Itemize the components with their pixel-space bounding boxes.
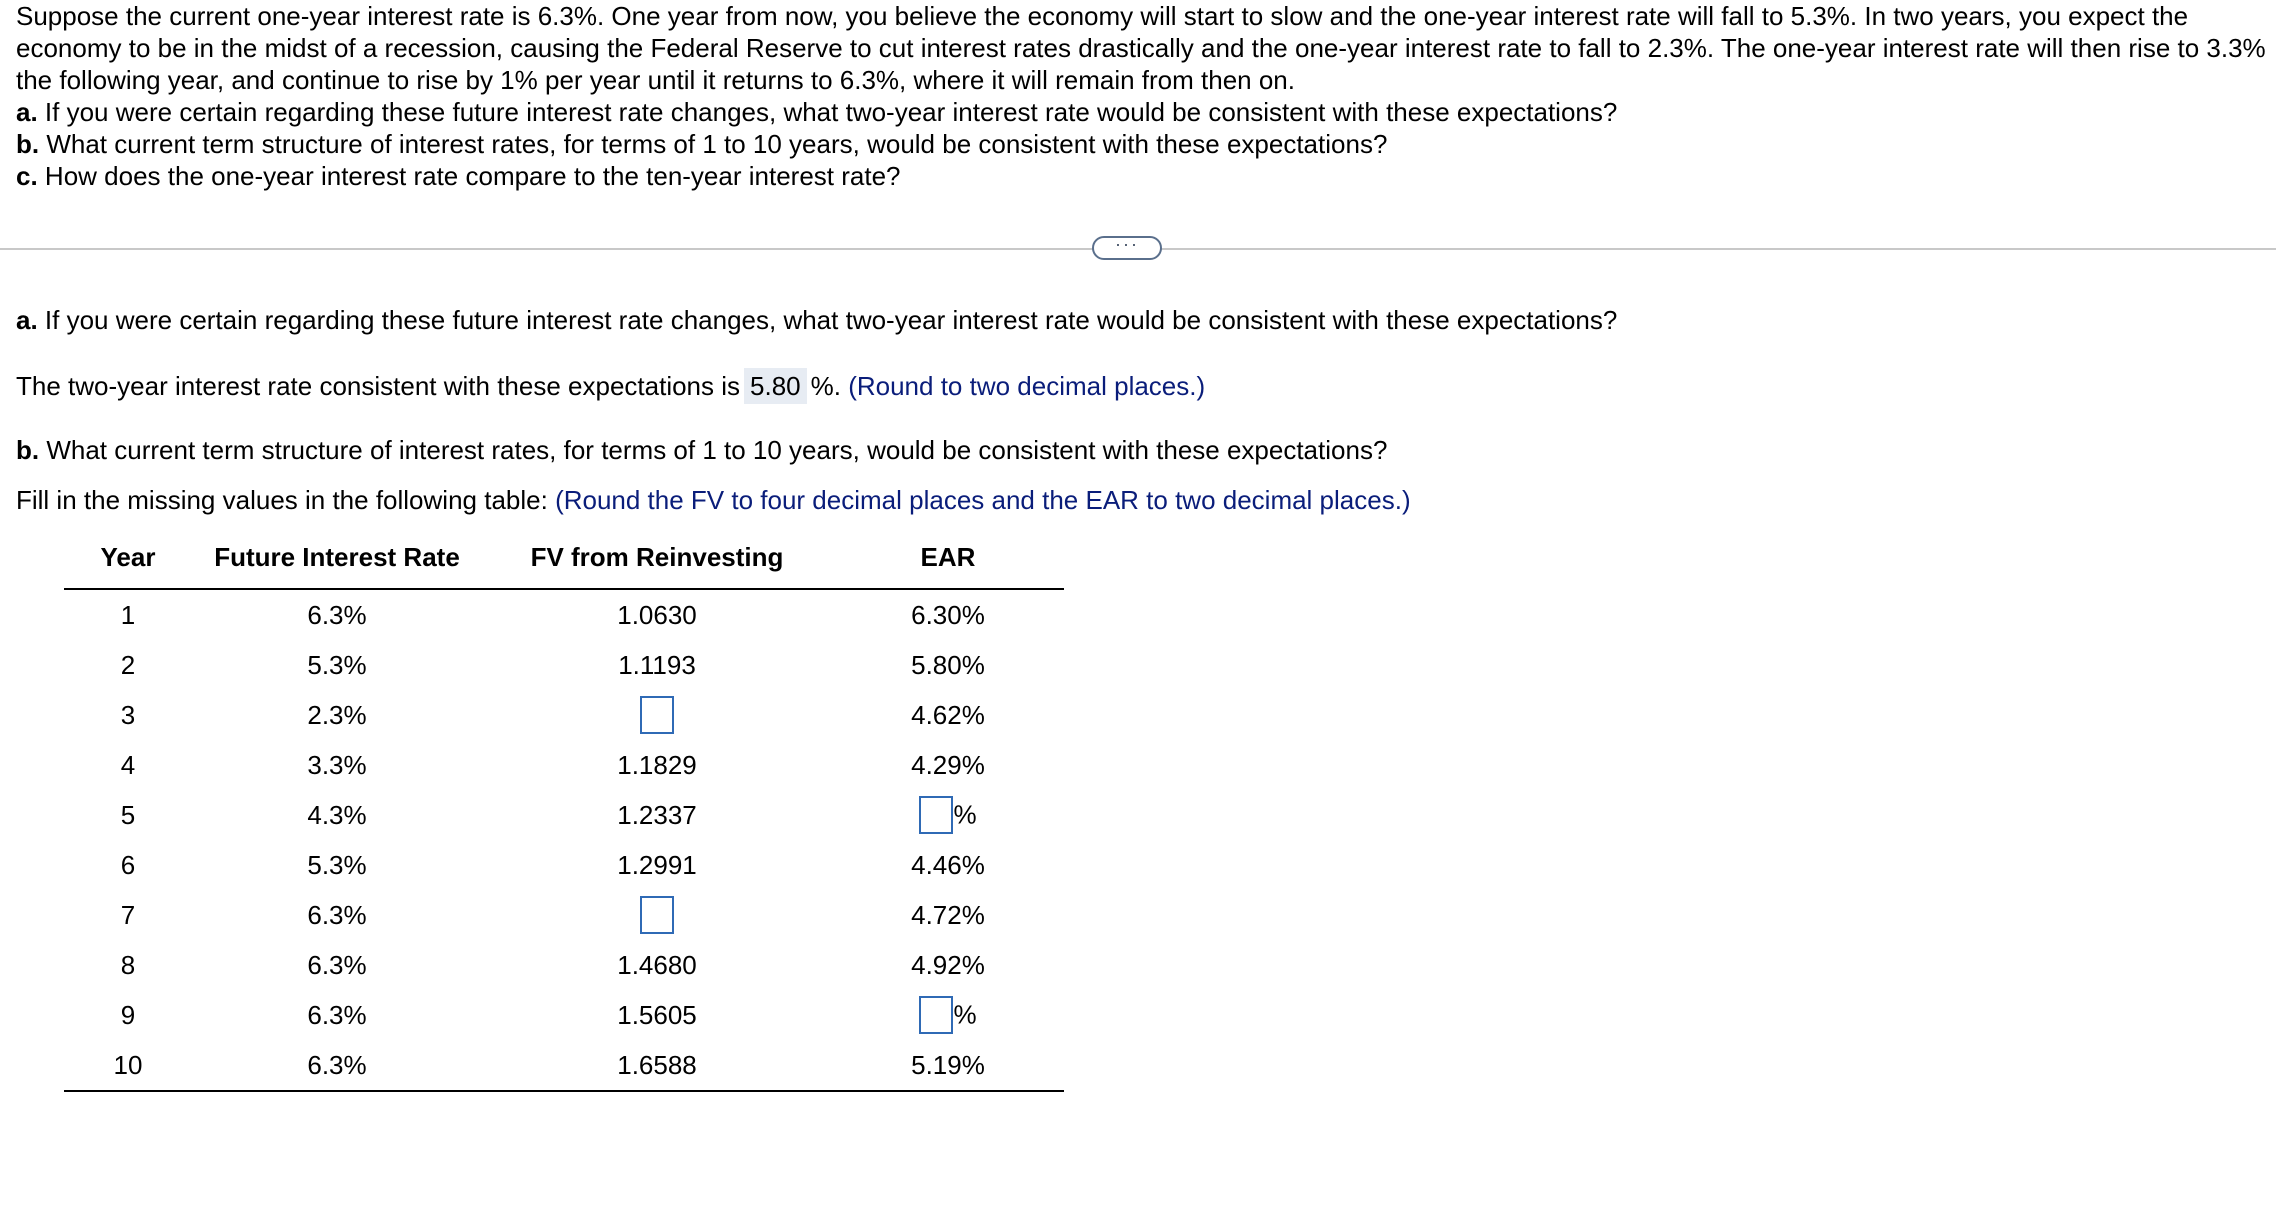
year-cell: 3 bbox=[120, 699, 136, 730]
future-rate-cell: 6.3% bbox=[192, 1040, 482, 1091]
fv-cell bbox=[482, 890, 832, 940]
fv-cell: 1.1193 bbox=[618, 649, 696, 680]
part-c-text: How does the one-year interest rate compare to the ten-year interest rate? bbox=[44, 161, 901, 191]
table-body bbox=[64, 589, 1064, 1091]
section-divider bbox=[0, 236, 2276, 260]
future-rate-cell: 6.3% bbox=[307, 999, 367, 1030]
part-c-label: c. bbox=[16, 161, 38, 191]
fv-cell: 1.6588 bbox=[482, 1040, 832, 1091]
year-cell: 6 bbox=[120, 849, 136, 880]
expand-more-button[interactable]: ··· bbox=[1092, 236, 1162, 260]
ear-cell: 4.72% bbox=[911, 899, 985, 930]
part-a-answer-value[interactable]: 5.80 bbox=[744, 368, 807, 404]
future-rate-cell: 4.3% bbox=[307, 799, 367, 830]
future-rate-cell: 6.3% bbox=[307, 899, 367, 930]
table-row bbox=[64, 990, 1064, 1040]
fv-cell: 1.0630 bbox=[617, 599, 697, 630]
part-a-question-text: If you were certain regarding these future interest rate changes, what two-year interest rate would be consistent with these expectations? bbox=[44, 305, 1618, 335]
part-b-instruction: Fill in the missing values in the following table: bbox=[16, 485, 548, 515]
fv-cell: 1.2991 bbox=[617, 849, 697, 880]
table-row bbox=[64, 840, 1064, 890]
ear-cell-input[interactable] bbox=[919, 796, 953, 834]
fv-cell: 1.5605 bbox=[617, 999, 697, 1030]
fv-cell-input[interactable] bbox=[640, 896, 674, 934]
part-a-answer-suffix: %. bbox=[810, 371, 841, 401]
part-a-label: a. bbox=[16, 97, 38, 127]
part-a-text: If you were certain regarding these future interest rate changes, what two-year interest rate would be consistent with these expectations? bbox=[44, 97, 1618, 127]
future-rate-cell: 5.3% bbox=[307, 649, 367, 680]
table-row bbox=[64, 740, 1064, 790]
part-a-hint: (Round to two decimal places.) bbox=[848, 371, 1206, 401]
part-b-question-text: What current term structure of interest rates, for terms of 1 to 10 years, would be consistent with these expectations? bbox=[46, 435, 1388, 465]
table-row bbox=[64, 940, 1064, 990]
part-b-instruction-line bbox=[16, 484, 1411, 516]
header-year: Year bbox=[64, 536, 192, 589]
fv-cell: 1.2337 bbox=[617, 799, 697, 830]
year-cell: 4 bbox=[120, 749, 136, 780]
part-a-question bbox=[16, 304, 1617, 336]
percent-sign: % bbox=[953, 799, 977, 830]
year-cell: 1 bbox=[120, 599, 136, 630]
future-rate-cell: 5.3% bbox=[307, 849, 367, 880]
header-future-rate: Future Interest Rate bbox=[192, 536, 482, 589]
table-row bbox=[64, 690, 1064, 740]
ear-cell bbox=[832, 990, 1064, 1040]
table-row bbox=[64, 790, 1064, 840]
year-cell: 5 bbox=[120, 799, 136, 830]
problem-part-a bbox=[16, 96, 2266, 128]
ear-cell: 4.62% bbox=[911, 699, 985, 730]
table-row bbox=[64, 640, 1064, 690]
future-rate-cell: 6.3% bbox=[307, 599, 367, 630]
future-rate-cell: 6.3% bbox=[307, 949, 367, 980]
problem-part-c bbox=[16, 160, 2266, 192]
ear-cell: 4.29% bbox=[911, 749, 985, 780]
ear-cell: 5.19% bbox=[832, 1040, 1064, 1091]
table-row bbox=[64, 589, 1064, 640]
header-fv: FV from Reinvesting bbox=[482, 536, 832, 589]
year-cell: 9 bbox=[120, 999, 136, 1030]
fv-cell-input[interactable] bbox=[640, 696, 674, 734]
future-rate-cell: 3.3% bbox=[307, 749, 367, 780]
part-a-question-label: a. bbox=[16, 305, 38, 335]
table-row bbox=[64, 890, 1064, 940]
fv-cell bbox=[482, 690, 832, 740]
year-cell: 8 bbox=[120, 949, 136, 980]
part-b-label: b. bbox=[16, 129, 40, 159]
problem-part-b bbox=[16, 128, 2266, 160]
problem-statement bbox=[16, 0, 2266, 192]
percent-sign: % bbox=[953, 999, 977, 1030]
term-structure-table bbox=[64, 536, 1064, 1092]
year-cell: 7 bbox=[120, 899, 136, 930]
fv-cell: 1.4680 bbox=[617, 949, 697, 980]
ear-cell: 5.80% bbox=[911, 649, 985, 680]
part-a-answer-line bbox=[16, 368, 1205, 404]
future-rate-cell: 2.3% bbox=[307, 699, 367, 730]
part-b-text: What current term structure of interest rates, for terms of 1 to 10 years, would be consistent with these expectations? bbox=[46, 129, 1388, 159]
ear-cell: 4.92% bbox=[911, 949, 985, 980]
table-header-row bbox=[64, 536, 1064, 589]
problem-intro: Suppose the current one-year interest rate is 6.3%. One year from now, you believe the economy will start to slow and the one-year interest rate will fall to 5.3%. In two years, you expect the economy to be in the midst of a recession, causing the Federal Reserve to cut interest rates drastically and the one-year interest rate to fall to 2.3%. The one-year interest rate will then rise to 3.3% the following year, and continue to rise by 1% per year until it returns to 6.3%, where it will remain from then on. bbox=[16, 1, 2266, 95]
part-b-hint: (Round the FV to four decimal places and the EAR to two decimal places.) bbox=[555, 485, 1411, 515]
part-b-question bbox=[16, 434, 1387, 466]
fv-cell: 1.1829 bbox=[617, 749, 697, 780]
ear-cell-input[interactable] bbox=[919, 996, 953, 1034]
header-ear: EAR bbox=[832, 536, 1064, 589]
year-cell: 2 bbox=[120, 649, 136, 680]
table-row bbox=[64, 1040, 1064, 1091]
ear-cell: 6.30% bbox=[911, 599, 985, 630]
ear-cell: 4.46% bbox=[911, 849, 985, 880]
year-cell: 10 bbox=[64, 1040, 192, 1091]
part-a-answer-prefix: The two-year interest rate consistent with these expectations is bbox=[16, 371, 741, 401]
part-b-question-label: b. bbox=[16, 435, 40, 465]
ear-cell bbox=[832, 790, 1064, 840]
